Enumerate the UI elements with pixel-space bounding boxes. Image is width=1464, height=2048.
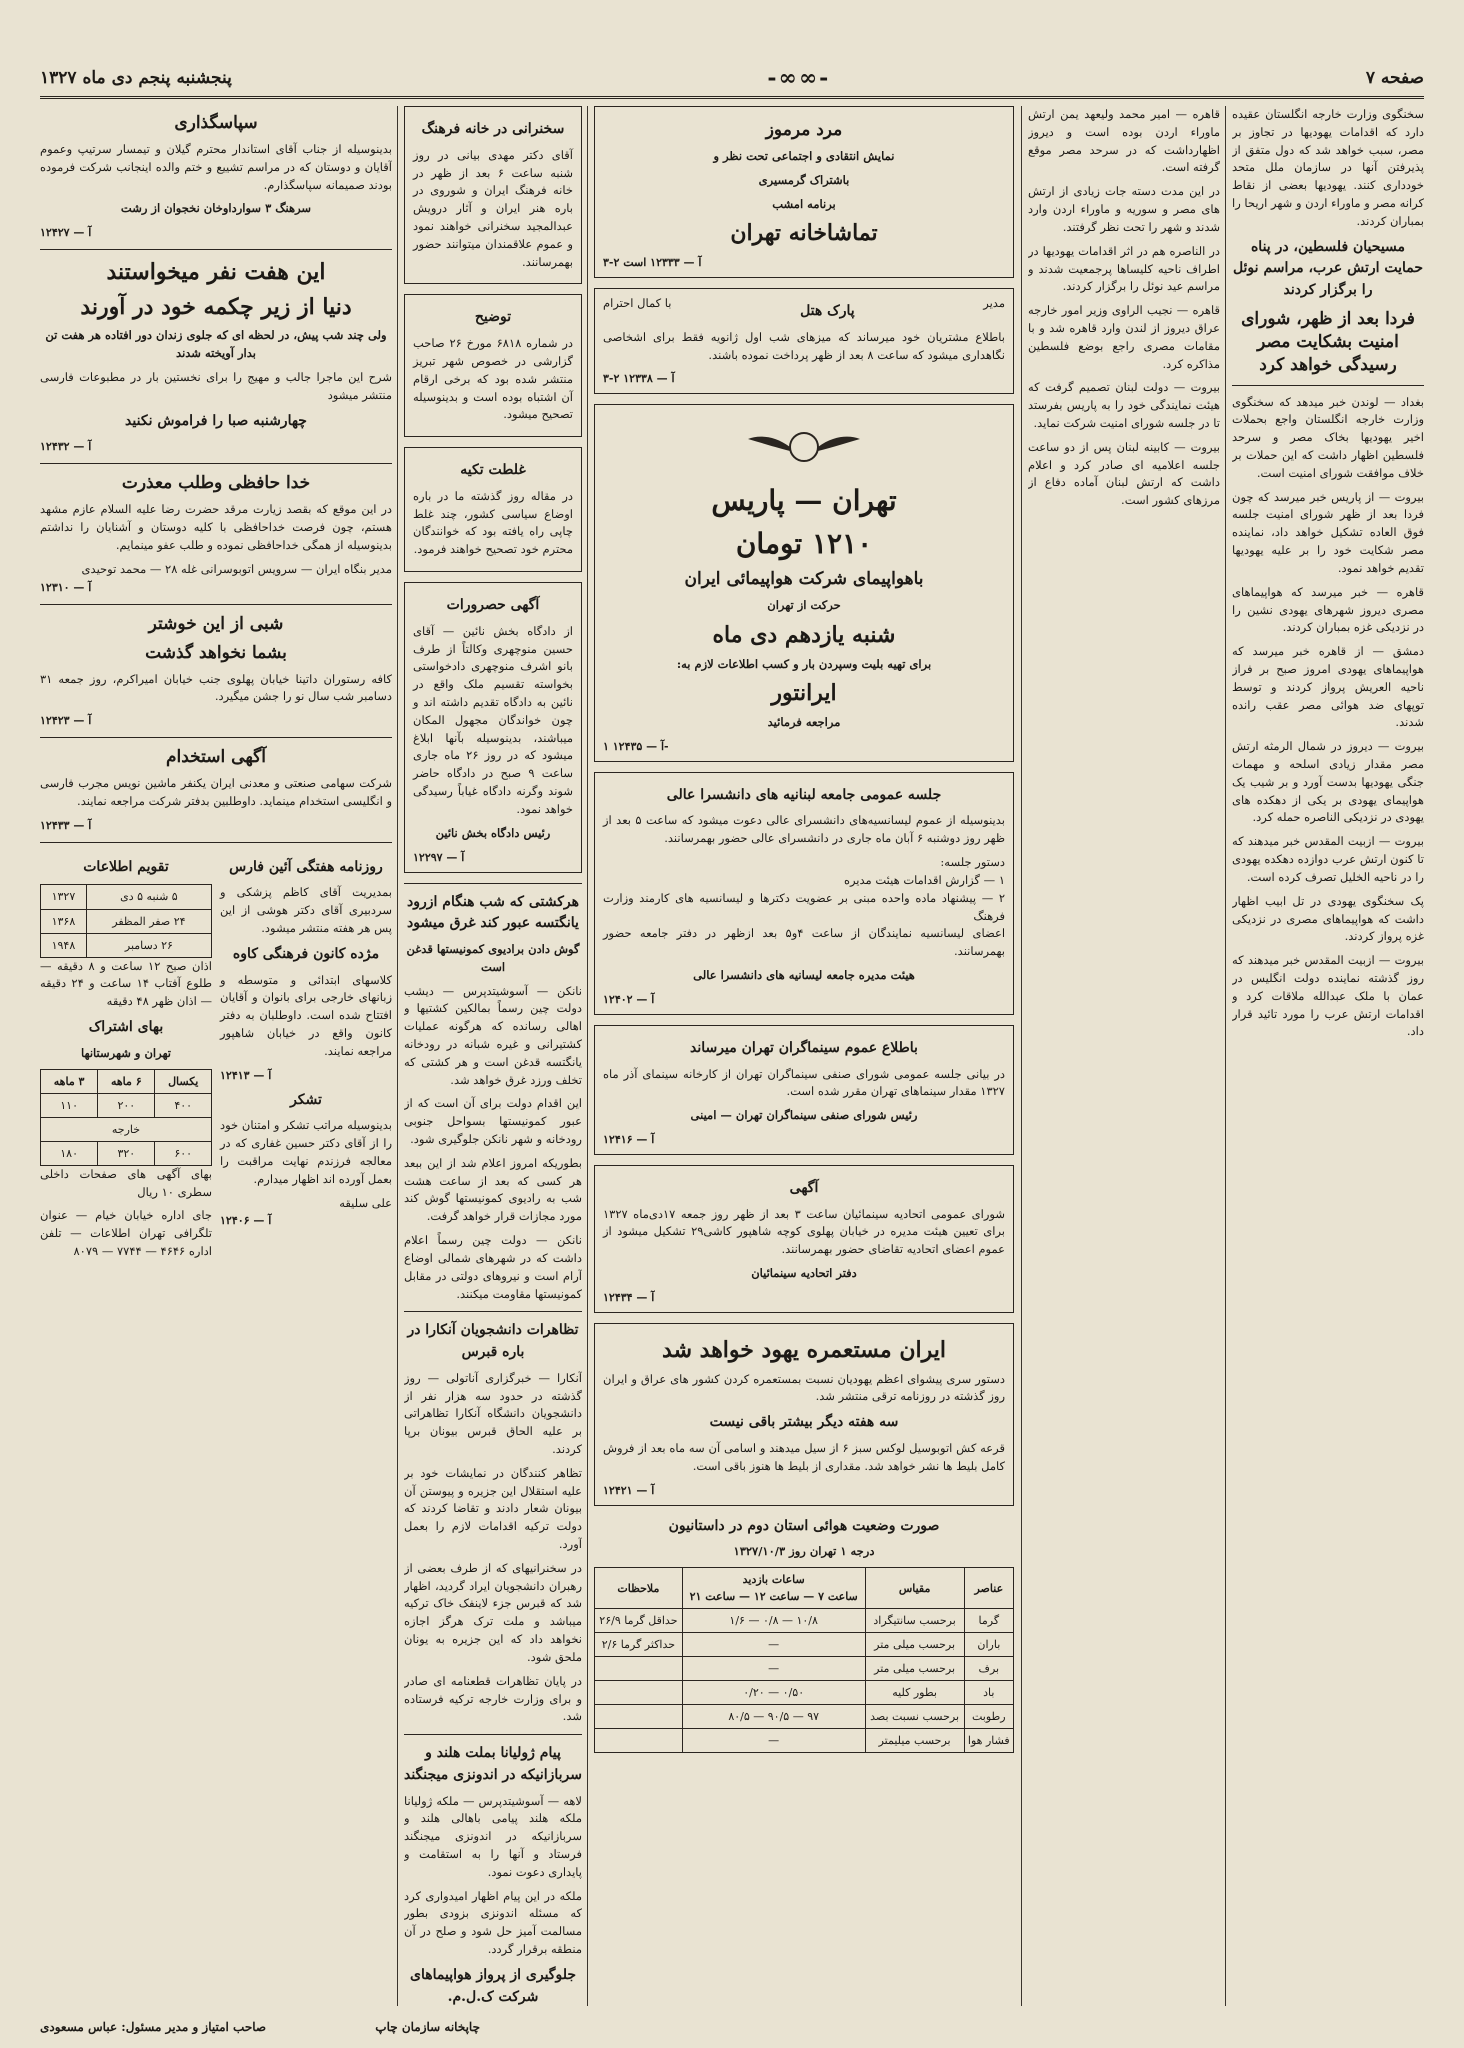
notice-cinema-union: [594, 1165, 1014, 1313]
news-column-right: [1232, 106, 1424, 2006]
weather-cell: ۱۰/۸ — ۰/۸ — ۱/۶: [682, 1609, 865, 1633]
weather-table: [594, 1567, 1014, 1753]
center-column: [594, 106, 1014, 2006]
calendar-row: [41, 885, 212, 909]
weather-cell: ۹۷ — ۹۰/۵ — ۸۰/۵: [682, 1705, 865, 1729]
calendar-cell: ۲۴ صفر المظفر: [86, 909, 211, 933]
ad-park-hotel: [594, 288, 1014, 394]
ad-title: این هفت نفر میخواستند: [106, 259, 326, 286]
column-rule: [397, 106, 398, 2006]
ad-headline: ایران مستعمره یهود خواهد شد: [662, 1336, 946, 1363]
ad-body: بدینوسیله مراتب تشکر و امتنان خود را از آقای دکتر حسین غفاری که در معالجه فرزندم نهایت مراقبت را بعمل آورده اند اظهار میدارم.: [220, 1118, 392, 1186]
weather-row: [595, 1633, 1014, 1657]
weather-cell: برف: [964, 1657, 1013, 1681]
ad-info: برای تهیه بلیت وسپردن بار و کسب اطلاعات لازم به:: [676, 656, 932, 671]
ad-body: بمدیریت آقای کاظم پزشکی و سردبیری آقای دکتر هوشی از این پس هر هفته منتشر میشود.: [220, 885, 392, 936]
notice-title: آگهی: [789, 1179, 819, 1196]
ad-sub: سه هفته دیگر بیشتر باقی نیست: [709, 1414, 899, 1431]
subscription-cell: ۱۸۰: [41, 1141, 98, 1165]
notice-ref: آ — ۱۲۴۳۴: [603, 1290, 655, 1304]
news-paragraph: بطوریکه امروز اعلام شد از این ببعد هر کسی که بعد از ساعت هشت شب به رادیوی کمونیستها گوش کند مورد مجازات قرار خواهد گرفت.: [404, 1155, 582, 1224]
ad-title: تشکر: [290, 1091, 322, 1108]
ad-line: برنامه امشب: [772, 196, 836, 211]
notice-title: جلسه عمومی جامعه لبنانیه های دانشسرا عالی: [666, 786, 942, 803]
ad-agent: ایرانتور: [771, 680, 837, 707]
divider: [40, 463, 392, 464]
left-subcolumn: [40, 851, 212, 1267]
subscription-row: [41, 1141, 212, 1165]
news-paragraph: آنکارا — خبرگزاری آناتولی — روز گذشته در حدود سه هزار نفر از دانشجویان دانشگاه آنکارا تظاهراتی بر علیه الحاق قبرس بیونان برپا کردند.: [404, 1370, 582, 1456]
ad-ref: آ — ۱۲۴۲۳: [40, 714, 92, 728]
notice-body: شورای عمومی اتحادیه سینمائیان ساعت ۳ بعد از ظهر روز جمعه ۱۷دی‌ماه ۱۳۲۷ برای تعیین هیئت مدیره در خیابان پهلوی کوچه شاهپور کاشی‌۲۹ تشکیل میشود از عموم اعضای اتحادیه تقاضای حضور بهمرسانند.: [603, 1206, 1006, 1257]
weather-cell: حداکثر گرما ۲/۶: [595, 1633, 683, 1657]
news-paragraph: قاهره — خبر میرسد که هواپیماهای مصری دیروز شهرهای یهودی نشین را در نزدیکی غزه بمباران کردند.: [1232, 584, 1424, 635]
notice-sign: هیئت مدیره جامعه لیسانیه های دانشسرا عالی: [693, 967, 915, 982]
calendar-cell: ۱۳۲۷: [41, 885, 87, 909]
notice-title: توضیح: [474, 309, 512, 326]
ad-body: در این موقع که بقصد زیارت مرقد حضرت رضا علیه السلام عازم مشهد هستم، چون فرصت خداحافظی با کلیه دوستان و آشنایان را نداشتم بدینوسیله از همگی خداحافظی نموده و طلب عفو مینمایم.: [40, 502, 392, 552]
weather-row: [595, 1729, 1014, 1753]
divider: [40, 737, 392, 738]
news-paragraph: قاهره — نجیب الراوی وزیر امور خارجه عراق دیروز از لندن وارد قاهره شد و با مقامات مصری راجع بوضع فلسطین مذاکره کرد.: [1028, 303, 1220, 371]
news-paragraph: بیروت — ازبیت المقدس خبر میدهند که روز گذشته نماینده دولت انگلیس در عمان با ملک عبدالله ملاقات کرد و اقدامات ارتش عرب را مورد تائید قرار داد.: [1232, 953, 1424, 1039]
ad-colony: [594, 1323, 1014, 1506]
notice-cinema: [594, 1025, 1014, 1155]
notice-body: بدینوسیله از عموم لیسانسیه‌های دانشسرای عالی دعوت میشود که ساعت ۵ بعد از ظهر روز دوشنبه ۶ آبان ماه جاری در دانشسرای عالی حضور بهمرسانند.: [603, 813, 1005, 846]
ad-body: شرح این ماجرا جالب و مهیج را برای نخستین بار در مطبوعات فارسی منتشر میشود: [40, 370, 392, 402]
ad-body: کافه رستوران داتینا خیابان پهلوی جنب خیابان امیراکرم، روز جمعه ۳۱ دسامبر شب سال نو را جشن میگیرد.: [40, 671, 392, 704]
weather-header: ملاحظات: [595, 1568, 683, 1609]
subscription-row-label: [41, 1117, 212, 1141]
subscription-ads: بهای آگهی های صفحات داخلی سطری ۱۰ ریال: [40, 1166, 212, 1199]
notice-body: از دادگاه بخش نائین — آقای حسین منوچهری وکالتاً از طرف بانو اشرف منوچهری دادخواستی بخواسته تقسیم ملک واقع در نائین به دادگاه تقدیم داشته اند و چون خواندگان مجهول المکان میباشند، بدینوسیله بآنها ابلاغ میشود که در روز ۲۶ ماه جاری ساعت ۹ صبح در دادگاه حاضر شوند وگرنه دادگاه غیاباً رسیدگی خواهد نمود.: [413, 623, 573, 816]
divider: [404, 883, 582, 884]
notice-court: [404, 582, 582, 872]
ad-body: شرکت سهامی صنعتی و معدنی ایران یکنفر ماشین نویس مجرب فارسی و انگلیسی استخدام مینماید. داوطلبین بدفتر شرکت مراجعه نمایند.: [40, 776, 392, 808]
ad-ref: آ — ۱۲۴۰۶: [220, 1214, 272, 1228]
weather-cell: بطور کلیه: [865, 1681, 964, 1705]
ad-ref: آ — ۱۲۳۳۳ است ۲-۳: [603, 255, 702, 269]
weather-title: صورت وضعیت هوائی استان دوم در داستانیون: [668, 1517, 940, 1534]
subscription-cell: ۳۲۰: [98, 1141, 155, 1165]
ad-ref: آ — ۱۲۴۳۲: [40, 440, 92, 454]
ad-tehran-paris: [594, 404, 1014, 761]
news-paragraph: پک سخنگوی یهودی در تل ابیب اظهار داشت که هواپیماهای مصری در نزدیکی غزه پرواز کردند.: [1232, 893, 1424, 944]
weather-subtitle: درجه ۱ تهران روز ۱۳۲۷/۱۰/۳: [733, 1544, 875, 1559]
airline-wings-icon: [744, 417, 864, 477]
ad-seven-men: [40, 258, 392, 455]
notice-sign: رئیس دادگاه بخش نائین: [435, 825, 551, 840]
weather-header-label: ساعات بازدید: [742, 1573, 805, 1587]
page-footer: [40, 2020, 480, 2034]
weather-cell: برحسب میلی متر: [865, 1633, 964, 1657]
news-paragraph: بیروت — دیروز در شمال الرمثه ارتش مصر مقدار زیادی اسلحه و مهمات جنگی یهودیها بدست آورد و بر شیب یک هواپیمای یهودی بر یکی از دهکده های یهودی در نزدیکی الناصره حمله کرد.: [1232, 739, 1424, 825]
ad-ref: آ — ۱۲۴۲۷: [40, 226, 92, 240]
news-headline-ship: هرکشتی که شب هنگام ازرود یانگتسه عبور کند غرق میشود: [407, 893, 579, 932]
ad-price: ۱۲۱۰ تومان: [735, 526, 873, 560]
weather-row: [595, 1705, 1014, 1729]
notice-errata: [404, 447, 582, 572]
ad-farewell: [40, 472, 392, 595]
subscription-label: خارجه: [41, 1117, 212, 1141]
weather-cell: باران: [964, 1633, 1013, 1657]
subscription-cell: ۲۰۰: [98, 1093, 155, 1117]
calendar-title: تقویم اطلاعات: [83, 858, 169, 875]
weather-cell: ۰/۵۰ — ۰/۲۰: [682, 1681, 865, 1705]
subscription-header: یکسال: [155, 1069, 212, 1093]
subscription-address: جای اداره خیابان خیام — عنوان تلگرافی تهران اطلاعات — تلفن اداره ۴۶۴۶ — ۷۷۴۴ — ۸۰۷۹: [40, 1208, 212, 1258]
news-paragraph: این اقدام دولت برای آن است که از عبور کمونیستها بسواحل جنوبی رودخانه و شهر نانکن جلوگیری شود.: [404, 1096, 582, 1147]
ad-venue: تماشاخانه تهران: [730, 220, 878, 247]
calendar-cell: ۵ شنبه ۵ دی: [86, 885, 211, 909]
subscription-cell: ۱۱۰: [41, 1093, 98, 1117]
news-paragraph: نانکن — دولت چین رسماً اعلام داشت که در شهرهای شمالی اوضاع آرام است و نیروهای دولتی در مقابل کمونیستها مقاومت میکنند.: [404, 1233, 582, 1301]
news-headline-juliana: پیام ژولیانا بملت هلند و سربازانیکه در اندونزی میجنگند: [404, 1745, 582, 1783]
ad-body: دستور سری پیشوای اعظم یهودیان نسبت بمستعمره کردن کشور های عراق و ایران روز گذشته در روزنامه ترقی منتشر شد.: [603, 1371, 1005, 1404]
notice-body: در مقاله روز گذشته ما در باره اوضاع سیاسی کشور، چند غلط چاپی راه یافته بود که خوانندگان محترم خود تصحیح خواهند فرمود.: [413, 488, 573, 557]
weather-cell: برحسب میلیمتر: [865, 1729, 964, 1753]
ad-title: سپاسگذاری: [174, 113, 258, 133]
agenda-title: دستور جلسه:: [940, 855, 1005, 870]
page-number: صفحه ۷: [1365, 68, 1424, 88]
ad-line: باشتراک گرمسیری: [758, 172, 850, 187]
weather-times: ساعت ۷ — ساعت ۱۲ — ساعت ۲۱: [689, 1590, 858, 1604]
news-headline-ankara: تظاهرات دانشجویان آنکارا در باره قبرس: [407, 1322, 579, 1361]
divider: [40, 249, 392, 250]
ad-title: مژده کانون فرهنگی کاوه: [232, 945, 380, 962]
weather-cell: [595, 1705, 683, 1729]
notice-ref: آ — ۱۲۲۹۷: [413, 850, 465, 864]
ad-body: کلاسهای ابتدائی و متوسطه و زبانهای خارجی برای بانوان و آقایان افتتاح شده است. داوطلبان به دفتر کانون واقع در خیابان شاهپور مراجعه نمایند.: [220, 972, 392, 1058]
notice-ref: آ — ۱۲۴۰۲: [603, 992, 655, 1006]
divider: [40, 604, 392, 605]
calendar-table: [40, 884, 212, 957]
ad-ref: آ — ۱۲۴۲۱: [603, 1483, 655, 1497]
ad-ref: آ — ۱۲۳۱۰: [40, 580, 92, 594]
weather-cell: —: [682, 1633, 865, 1657]
notice-title: غلطت تکیه: [460, 462, 526, 479]
news-paragraph: لاهه — آسوشیتدپرس — ملکه ژولیانا ملکه هلند پیامی باهالی هلند و سربازانیکه در اندونزی میجنگند فرستاد و آنها را به استقامت و پایداری دعوت نمود.: [404, 1793, 582, 1879]
footer-owner: صاحب امتیاز و مدیر مسئول: عباس مسعودی: [40, 2020, 267, 2034]
ad-mard-marmooz: [594, 106, 1014, 278]
news-paragraph: بغداد — لوندن خبر میدهد که سخنگوی وزارت خارجه انگلستان واجع بحملات اخیر یهودیها بخاک مصر و سرحد فلسطین اظهار داشت که این حملات بر خلاف موافقت شورای امنیت است.: [1232, 394, 1424, 480]
column-rule: [587, 106, 588, 2006]
ad-body: بدینوسیله از جناب آقای استاندار محترم گیلان و تیمسار سرتیپ وعموم آقایان و دوستان که در مراسم تشییع و ختم والده اینجانب شرکت فرموده بودند صمیمانه سپاسگذارم.: [40, 141, 392, 192]
notice-lebanon-society: [594, 772, 1014, 1015]
subscription-sub: تهران و شهرستانها: [81, 1045, 171, 1060]
divider: [404, 1311, 582, 1312]
notice-title: آگهی حصرورات: [446, 597, 540, 614]
weather-cell: —: [682, 1729, 865, 1753]
subscription-header: ۶ ماهه: [98, 1069, 155, 1093]
subscription-title: بهای اشتراک: [88, 1019, 164, 1036]
ad-title: شبی از این خوشتر: [148, 613, 284, 634]
ad-title: روزنامه هفتگی آئین فارس: [229, 858, 383, 875]
notice-note: اعضای لیسانسیه نمایندگان از ساعت ۴و۵ بعد ازظهر در دفتر جامعه حضور بهمرسانند.: [603, 926, 1006, 959]
notices-column: [404, 106, 582, 2006]
weather-row: [595, 1609, 1014, 1633]
weather-cell: حداقل گرما ۲۶/۹: [595, 1609, 683, 1633]
calendar-row: [41, 933, 212, 957]
notice-body: در شماره ۶۸۱۸ مورخ ۲۶ صاحب‌ گزارشی در خصوص شهر تبریز منتشر شده بود که برخی ارقام آن اشتباه بوده است و بدینوسیله تصحیح میشود.: [413, 336, 574, 422]
ad-title: خدا حافظی وطلب معذرت: [121, 473, 311, 494]
weather-report: [594, 1516, 1014, 1754]
weather-cell: برحسب میلی متر: [865, 1657, 964, 1681]
weather-body: [595, 1609, 1014, 1753]
news-paragraph: قاهره — امیر محمد ولیعهد یمن ارتش ماوراء اردن بوده است و دیروز اظهارداشت که در سرحد مصر موقع گرفته است.: [1028, 107, 1220, 175]
calendar-cell: ۲۶ دسامبر: [86, 933, 211, 957]
weather-cell: برحسب نسبت بصد: [865, 1705, 964, 1729]
ad-sign: علی سلیقه: [339, 1195, 392, 1210]
news-paragraph: دمشق — از قاهره خبر میرسد که هواپیماهای یهودی امروز صبح بر فراز ناحیه العریش پرواز کردند و توسط توپهای ضد هوائی مصر عقب رانده شدند.: [1232, 644, 1424, 730]
ad-job: [40, 746, 392, 834]
header-ornament: -∞∞-: [767, 65, 831, 91]
news-paragraph: نانکن — آسوشیتدپرس — دیشب دولت چین رسماً بمالکین کشتیها و اهالی رسانده که هرگونه عملیات کشتیرانی و غیره شبانه در رودخانه یانگتسه قدغن است و هر کشتی که تخلف ورزد غرق خواهد شد.: [404, 983, 582, 1087]
calendar-cell: ۱۳۶۸: [41, 909, 87, 933]
ad-sign: مدیر بنگاه ایران — سرویس اتوبوسرانی غله ۲۸ — محمد توحیدی: [81, 561, 392, 576]
news-column-right-2: [1028, 106, 1220, 2006]
ad-ref: آ — ۱۲۴۳۵ ۱-: [603, 739, 669, 753]
hotel-body: باطلاع مشتریان خود میرساند که میزهای شب اول ژانویه فقط برای اشخاصی نگاهداری میشود که ساعت ۸ بعد از ظهر پرداخت نموده باشند.: [603, 329, 1005, 362]
notice-sign: دفتر اتحادیه سینمائیان: [751, 1266, 857, 1281]
news-paragraph: بیروت — از پاریس خبر میرسد که چون فردا بعد از ظهر شورای امنیت جلسه فوق العاده تشکیل خواهد داد، نماینده مصر شکایت خود را بر علیه یهودیها تقدیم خواهد نمود.: [1232, 489, 1424, 575]
weather-header: مقیاس: [865, 1568, 964, 1609]
weather-header: [682, 1568, 865, 1609]
ad-line: نمایش انتقادی و اجتماعی تحت نظر و: [713, 148, 895, 163]
ads-column-left: [40, 106, 392, 2006]
left-subcolumns: [40, 851, 392, 1267]
ad-ref: آ — ۱۲۴۱۳: [220, 1068, 272, 1082]
subscription-header-row: [41, 1069, 212, 1093]
ad-title: بشما نخواهد گذشت: [145, 642, 287, 663]
weather-cell: [595, 1657, 683, 1681]
subscription-cell: ۶۰۰: [155, 1141, 212, 1165]
issue-date: پنجشنبه پنجم دی ماه ۱۳۲۷: [40, 68, 232, 88]
ad-cafe: [40, 613, 392, 730]
news-headline-flight: جلوگیری از پرواز هواپیماهای شرکت ک.ل.م.: [410, 1966, 576, 2005]
agenda-item: ۲ — پیشنهاد ماده واحده مبنی بر عضویت دکترها و لیسانسیه های کارمند وزارت فرهنگ: [603, 890, 1005, 923]
weather-cell: [595, 1681, 683, 1705]
news-paragraph: بیروت — کابینه لبنان پس از دو ساعت جلسه اعلامیه ای صادر کرد و اعلام داشت که ارتش لبنان آماده دفاع از مرزهای کشور است.: [1028, 439, 1220, 508]
page-header: [40, 60, 1424, 99]
news-intro: سخنگوی وزارت خارجه انگلستان عقیده دارد که اقدامات یهودیها در تجاوز بر مصر، سبب خواهد شد که دول متفق از پذیرفتن آنها در سازمان ملل متحد خودداری کنند. یهودیها بعضی از نقاط کرانه مصر و ماوراء اردن و شهر اریحا را بمباران کردند.: [1232, 107, 1424, 228]
subscription-row: [41, 1093, 212, 1117]
calendar-cell: ۱۹۴۸: [41, 933, 87, 957]
hotel-title: پارک هتل: [800, 303, 855, 320]
ad-title: دنیا از زیر چکمه خود در آورند: [80, 293, 352, 320]
weather-cell: رطوبت: [964, 1705, 1013, 1729]
weather-header-row: [595, 1568, 1014, 1609]
notice-title: باطلاع عموم سینماگران تهران میرساند: [690, 1039, 918, 1056]
weather-cell: باد: [964, 1681, 1013, 1705]
subscription-table: [40, 1069, 212, 1166]
column-rule: [1021, 106, 1022, 2006]
divider: [40, 842, 392, 843]
subscription-cell: ۴۰۰: [155, 1093, 212, 1117]
news-paragraph: تظاهر کنندگان در نمایشات خود بر علیه استقلال این جزیره و پیوستن آن بیونان شعار دادند و تقاضا کردند که دولت ترکیه اقدامات لازم را بعمل آورد.: [404, 1465, 582, 1552]
ad-company: باهواپیمای شرکت هواپیمائی ایران: [684, 569, 924, 590]
hotel-manager: مدیر: [983, 296, 1005, 311]
news-paragraph: در این مدت دسته جات زیادی از ارتش های مصر و سوریه و ماوراء اردن وارد شدند و شهر را تحت نظر گرفتند.: [1028, 184, 1220, 234]
news-festival: مسیحیان فلسطین، در پناه حمایت ارتش عرب، مراسم نوئل را برگزار کردند: [1232, 238, 1424, 299]
weather-row: [595, 1657, 1014, 1681]
notice-body: آقای دکتر مهدی بیانی در روز شنبه ساعت ۶ بعد از ظهر در خانه فرهنگ ایران و شوروی در باره هنر ایران و آثار درویش عبدالمجید سخنرانی خواهند نمود و عموم علاقمندان میتوانند حضور بهمرسانند.: [413, 147, 573, 269]
weather-header: عناصر: [964, 1568, 1013, 1609]
ad-title: آگهی استخدام: [166, 747, 266, 768]
ad-sign: سرهنگ ۳ سوارداوخان نخجوان از رشت: [120, 201, 312, 216]
ad-departure: حرکت از تهران: [767, 598, 841, 613]
news-paragraph: بیروت — دولت لبنان تصمیم گرفت که هیئت نمایندگی خود را به پاریس بفرستد تا در جلسه شورای امنیت شرکت نماید.: [1028, 380, 1220, 430]
ad-thanks: [40, 112, 392, 241]
ad-cta: چهارشنبه صبا را فراموش نکنید: [125, 412, 307, 429]
news-subhead: گوش دادن برادیوی کمونیستها قدغن است: [406, 941, 580, 974]
agenda-item: ۱ — گزارش اقدامات هیئت مدیره: [843, 872, 1005, 887]
ad-sub: ولی چند شب پیش، در لحظه ای که جلوی زندان دور افتاده هر هفت تن بدار آویخته شدند: [45, 328, 387, 361]
news-headline-security-council: فردا بعد از ظهر، شورای امنیت بشکایت مصر رسیدگی خواهد کرد: [1241, 308, 1415, 375]
notice-culture-house: [404, 106, 582, 284]
weather-row: [595, 1681, 1014, 1705]
notice-ref: آ — ۱۲۴۱۶: [603, 1132, 655, 1146]
left-subcolumn: [220, 851, 392, 1267]
weather-cell: برحسب سانتیگراد: [865, 1609, 964, 1633]
calendar-azan: اذان صبح ۱۲ ساعت و ۸ دقیقه — طلوع آفتاب ۱۴ ساعت و ۲۴ دقیقه — اذان ظهر ۴۸ دقیقه: [40, 958, 212, 1009]
notice-sign: رئیس شورای صنفی سینماگران تهران — امینی: [690, 1108, 918, 1123]
divider: [404, 1734, 582, 1735]
ad-date: شنبه یازدهم دی ماه: [712, 621, 896, 648]
hotel-ref: آ — ۱۲۳۳۸ ۲-۳: [603, 372, 675, 386]
news-paragraph: در الناصره هم در اثر اقدامات یهودیها در اطراف ناحیه کلیساها پرجمعیت شدند و مراسم عید نوئل را برگزار کردند.: [1028, 243, 1220, 294]
ad-ref: آ — ۱۲۴۳۳: [40, 818, 92, 832]
weather-cell: گرما: [964, 1609, 1013, 1633]
calendar-row: [41, 909, 212, 933]
weather-cell: فشار هوا: [964, 1729, 1013, 1753]
divider: [1232, 385, 1424, 386]
weather-cell: —: [682, 1657, 865, 1681]
ad-refer: مراجعه فرمائید: [767, 714, 841, 729]
hotel-respect: با کمال احترام: [603, 296, 672, 311]
weather-cell: [595, 1729, 683, 1753]
notice-body: در بیانی جلسه عمومی شورای صنفی سینماگران تهران از کارخانه سینمای آذر ماه ۱۳۲۷ مقدار سینماهای تهران مقرر شده است.: [603, 1066, 1005, 1099]
hotel-header: [603, 295, 1005, 329]
column-rule: [1225, 106, 1226, 2006]
ad-body: قرعه کش اتوبوسیل لوکس سبز ۶ از سیل میدهند و اسامی آن سه ماه بعد از فروش کامل بلیط ها نشر خواهد شد. مقداری از بلیط ها هنوز باقی است.: [603, 1440, 1006, 1473]
subscription-header: ۳ ماهه: [41, 1069, 98, 1093]
notice-title: سخنرانی در خانه فرهنگ: [421, 121, 565, 137]
ad-route: تهران — پاریس: [711, 484, 897, 518]
news-paragraph: در پایان تظاهرات قطعنامه ای صادر و برای وزارت خارجه ترکیه فرستاده شد.: [404, 1673, 582, 1724]
news-paragraph: در سخنرانیهای که از طرف بعضی از رهبران دانشجویان ایراد گردید، اظهار شد که قبرس جزء لاینفک خاک ترکیه میباشد و ملت ترک هرگز اجازه نخواهد داد که این جزیره به یونان ملحق شود.: [404, 1560, 582, 1664]
ad-title: مرد مرموز: [765, 120, 843, 140]
footer-printer: چاپخانه سازمان چاپ: [375, 2020, 480, 2034]
news-paragraph: ملکه در این پیام اظهار امیدواری کرد که مسئله اندونزی بزودی بطور مسالمت آمیز حل شود و صلح در آن منطقه برقرار گردد.: [404, 1888, 582, 1957]
notice-explanation: [404, 294, 582, 437]
news-paragraph: بیروت — ازبیت المقدس خبر میدهند که تا کنون ارتش عرب دوازده دهکده یهودی را در ناحیه الخلیل تصرف کرده است.: [1232, 834, 1424, 884]
